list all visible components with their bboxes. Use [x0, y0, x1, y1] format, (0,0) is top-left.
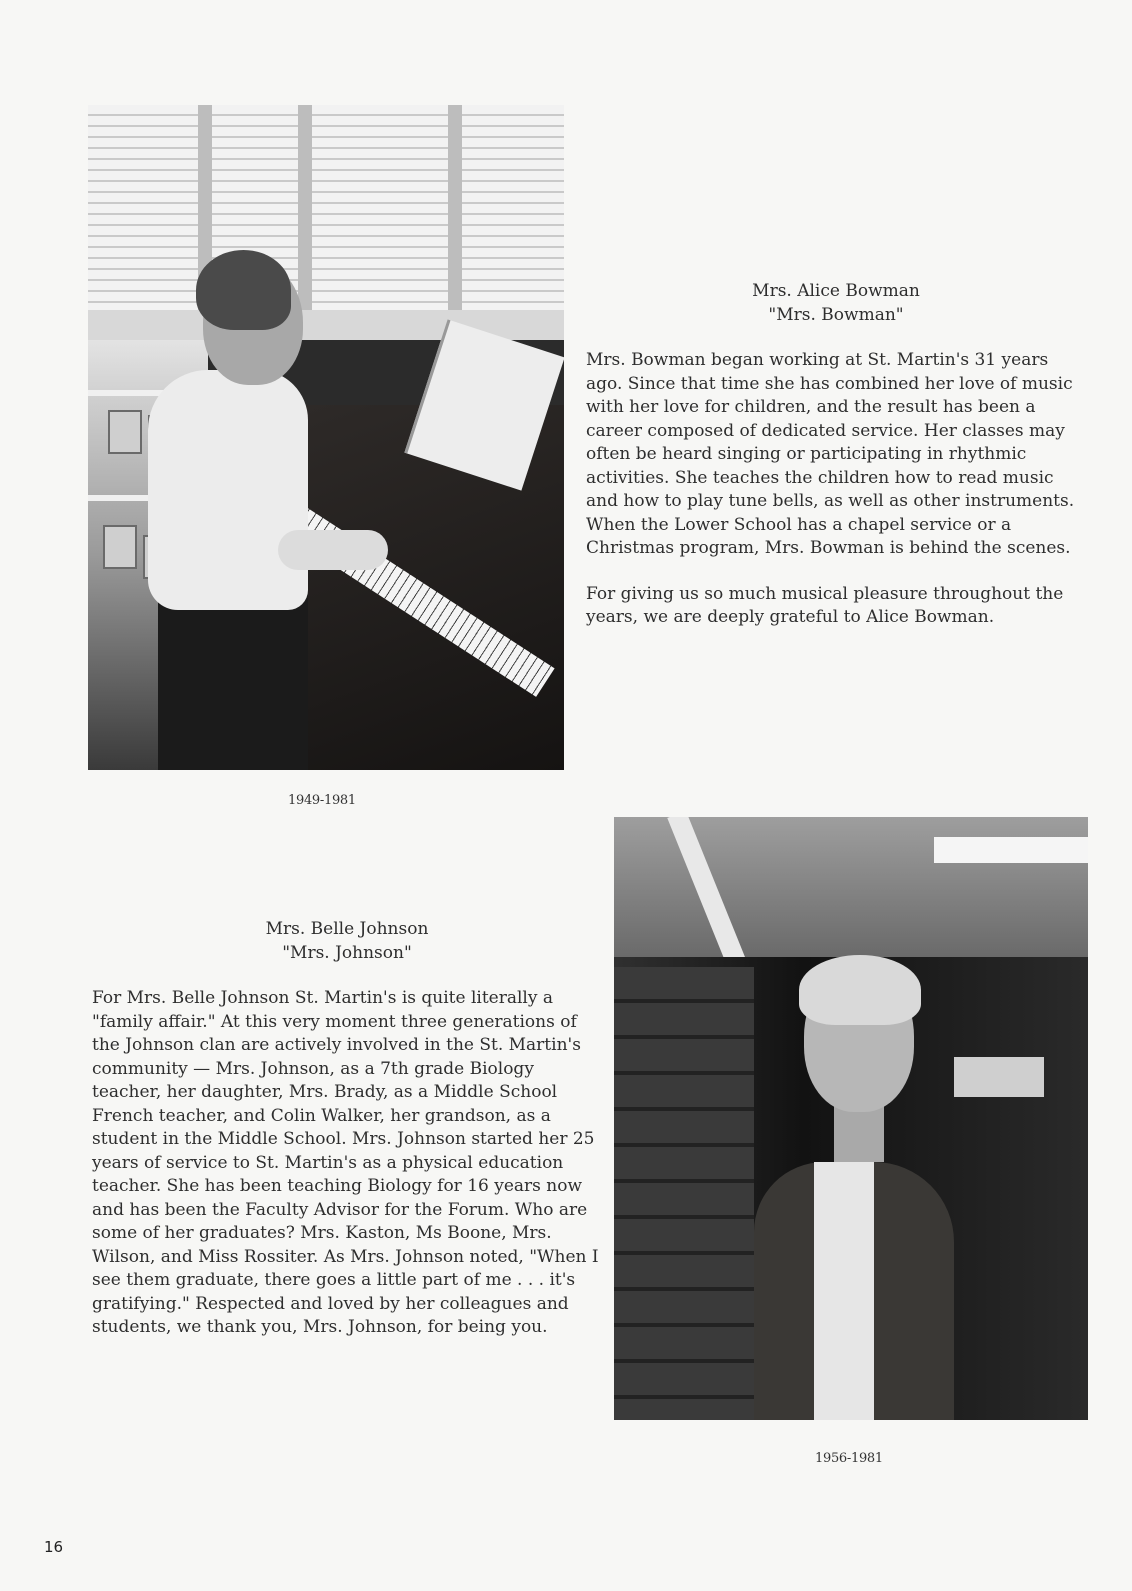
- window-frame: [448, 105, 462, 325]
- storage-box: [103, 525, 137, 569]
- door-window: [954, 1057, 1044, 1097]
- johnson-nickname: "Mrs. Johnson": [282, 942, 412, 963]
- hair: [799, 955, 921, 1025]
- bowman-paragraph-1: Mrs. Bowman began working at St. Martin's 31 years ago. Since that time she has combined her love of music with her love for children, and the result has been a career composed of dedicated service. Her classes may often be heard singing or participating in rhythmic activities. She teaches the children how to read music and how to play tune bells, as well as other instruments. When the Lower School has a chapel service or a Christmas program, Mrs. Bowman is behind the scenes.: [586, 350, 1075, 558]
- johnson-paragraph-1: For Mrs. Belle Johnson St. Martin's is quite literally a "family affair." At this very moment three generations of the Johnson clan are actively involved in the St. Martin's community — Mrs. Johnson, as a 7th grade Biology teacher, her daughter, Mrs. Brady, as a Middle School French teacher, and Colin Walker, her grandson, as a student in the Middle School. Mrs. Johnson started her 25 years of service to St. Martin's as a physical education teacher. She has been teaching Biology for 16 years now and has been the Faculty Advisor for the Forum. Who are some of her graduates? Mrs. Kaston, Ms Boone, Mrs. Wilson, and Miss Rossiter. As Mrs. Johnson noted, "When I see them graduate, there goes a little part of me . . . it's gratifying." Respected and loved by her colleagues and students, we thank you, Mrs. Johnson, for being you.: [92, 988, 599, 1337]
- page-number: 16: [44, 1538, 64, 1556]
- bowman-nickname: "Mrs. Bowman": [768, 304, 904, 325]
- johnson-name: Mrs. Belle Johnson: [265, 919, 429, 939]
- hair: [196, 250, 291, 330]
- photo-johnson-in-hallway: [614, 817, 1088, 1420]
- wood-paneling: [614, 967, 754, 1420]
- blouse: [148, 370, 308, 610]
- bowman-years: 1949-1981: [288, 793, 356, 808]
- bowman-article: [586, 280, 1086, 630]
- johnson-years: 1956-1981: [815, 1451, 883, 1466]
- storage-box: [108, 410, 142, 454]
- ceiling-light: [934, 837, 1088, 863]
- photo-bowman-at-piano: [88, 105, 564, 770]
- shirt: [814, 1162, 874, 1420]
- johnson-article: [92, 918, 602, 1340]
- bowman-paragraph-2: For giving us so much musical pleasure throughout the years, we are deeply grateful to Alice Bowman.: [586, 583, 1064, 627]
- arm: [278, 530, 388, 570]
- window-frame: [298, 105, 312, 325]
- window-blinds: [88, 105, 564, 325]
- bowman-name: Mrs. Alice Bowman: [752, 281, 920, 301]
